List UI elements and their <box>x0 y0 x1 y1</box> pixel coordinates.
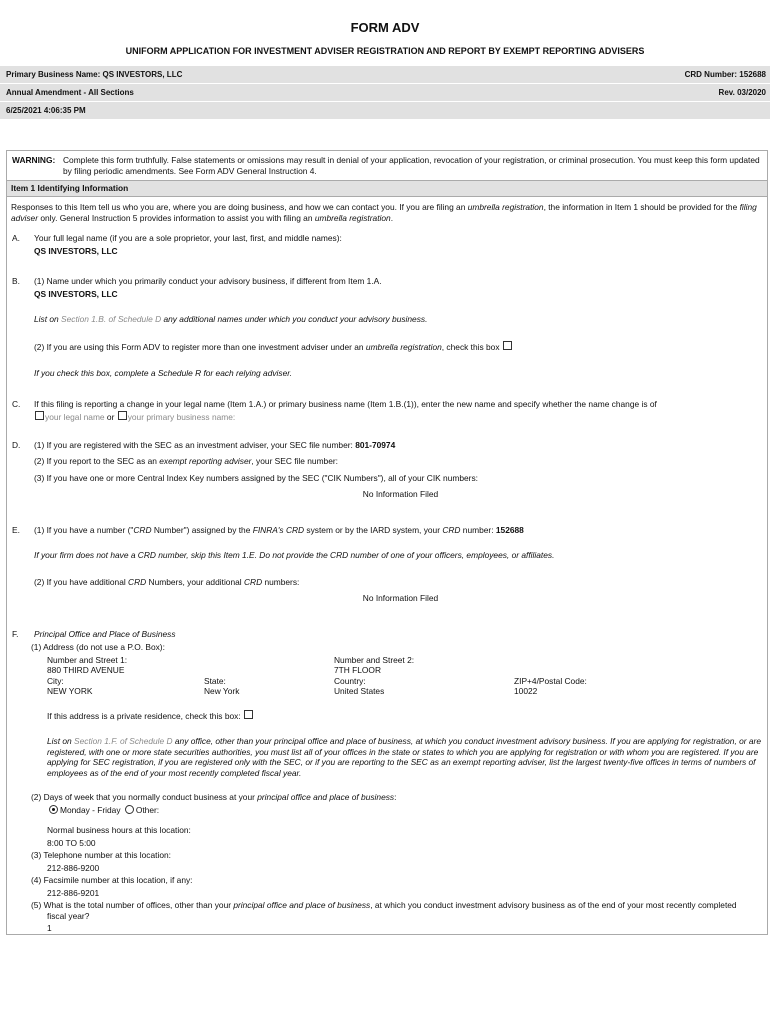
timestamp: 6/25/2021 4:06:35 PM <box>6 105 86 115</box>
street2-value: 7TH FLOOR <box>334 665 381 676</box>
days-question: (2) Days of week that you normally conduct business at your principal office and place of business: <box>31 792 397 803</box>
telephone-question: (3) Telephone number at this location: <box>31 850 171 861</box>
zip-value: 10022 <box>514 686 538 697</box>
private-residence-question: If this address is a private residence, check this box: <box>31 710 767 722</box>
telephone-value: 212-886-9200 <box>47 862 100 873</box>
fax-value: 212-886-9201 <box>47 887 100 898</box>
item1-header: Item 1 Identifying Information <box>7 181 767 197</box>
section-letter: C. <box>12 398 21 409</box>
schedule-d-office-note: List on Section 1.F. of Schedule D any office, other than your principal office and place of business, at which you conduct investment advisory business. If you are applying for registration, or are registered, with one or more state securities authorities, you must list all of your offices in the state or states to which you are applying for registration or with whom you are registered. If you are applying for SEC registration, if you are registered only with the SEC, or if you are reporting to the SEC as an exempt reporting adviser, list the largest twenty-five offices in terms of numbers of employees as of the end of your most recently completed fiscal year. <box>47 736 761 778</box>
form-title: FORM ADV <box>350 20 420 35</box>
legal-name-checkbox[interactable] <box>35 411 44 420</box>
sec-file-number: 801-70974 <box>355 439 396 450</box>
cik-question: (3) If you have one or more Central Index Key numbers assigned by the SEC ("CIK Numbers"), all of your CIK numbers: <box>34 472 478 483</box>
section-letter: B. <box>12 276 20 287</box>
sec-file-question: (1) If you are registered with the SEC as an investment adviser, your SEC file number: 801-70974 <box>34 439 396 450</box>
other-days-label: Other: <box>135 804 160 815</box>
section-letter: D. <box>12 439 21 450</box>
offices-question: (5) What is the total number of offices, other than your principal office and place of business, at which you conduct investment advisory business as of the end of your most recently completed fiscal year? <box>31 900 737 921</box>
section-letter: A. <box>12 233 20 244</box>
country-value: United States <box>334 686 385 697</box>
exempt-file-question: (2) If you report to the SEC as an exempt reporting adviser, your SEC file number: <box>34 456 338 467</box>
revision: Rev. 03/2020 <box>718 87 766 97</box>
amendment-type: Annual Amendment - All Sections <box>6 87 134 97</box>
section-f <box>7 629 767 640</box>
additional-crd-answer: No Information Filed <box>362 593 439 604</box>
monday-friday-label: Monday - Friday <box>60 804 121 815</box>
principal-office-title: Principal Office and Place of Business <box>34 628 176 639</box>
city-value: NEW YORK <box>47 686 93 697</box>
umbrella-question: (2) If you are using this Form ADV to register more than one investment adviser under an umbrella registration, check this box <box>34 341 767 353</box>
additional-crd-question: (2) If you have additional CRD Numbers, your additional CRD numbers: <box>34 576 300 587</box>
street2-label: Number and Street 2: <box>334 654 415 665</box>
umbrella-checkbox[interactable] <box>503 341 512 350</box>
business-name-answer: QS INVESTORS, LLC <box>34 288 118 299</box>
city-label: City: <box>47 675 64 686</box>
country-label: Country: <box>334 675 366 686</box>
legal-name-answer: QS INVESTORS, LLC <box>34 245 118 256</box>
section-e <box>7 525 767 604</box>
warning-box <box>7 151 767 181</box>
monday-friday-radio[interactable] <box>49 805 58 814</box>
private-residence-checkbox[interactable] <box>244 710 253 719</box>
offices-value: 1 <box>47 923 52 934</box>
hours-label: Normal business hours at this location: <box>47 825 191 836</box>
cik-answer: No Information Filed <box>362 489 439 500</box>
street1-value: 880 THIRD AVENUE <box>47 665 125 676</box>
street1-label: Number and Street 1: <box>47 654 128 665</box>
schedule-r-note: If you check this box, complete a Schedule R for each relying adviser. <box>34 368 293 379</box>
business-name-bar <box>0 66 770 84</box>
other-days-radio[interactable] <box>125 805 134 814</box>
form-body <box>6 150 768 935</box>
section-d <box>7 440 767 500</box>
section-letter: F. <box>12 628 19 639</box>
legal-name-question: Your full legal name (if you are a sole proprietor, your last, first, and middle names): <box>34 233 342 244</box>
state-value: New York <box>204 686 240 697</box>
business-name-question: (1) Name under which you primarily conduct your advisory business, if different from Item 1.A. <box>34 276 382 287</box>
form-subtitle: UNIFORM APPLICATION FOR INVESTMENT ADVISER REGISTRATION AND REPORT BY EXEMPT REPORTING ADVISERS <box>125 46 645 56</box>
section-b <box>7 276 767 379</box>
address-grid <box>31 655 767 697</box>
warning-text: Complete this form truthfully. False statements or omissions may result in denial of your application, revocation of your registration, or criminal prosecution. You must keep this form updated by filing periodic amendments. See Form ADV General Instruction 4. <box>63 155 760 176</box>
zip-label: ZIP+4/Postal Code: <box>514 675 587 686</box>
state-label: State: <box>204 675 226 686</box>
section-c: C. If this filing is reporting a change in your legal name (Item 1.A.) or primary business name (Item 1.B.(1)), enter the new name and specify whether the name change is of your legal name or your primary business name: <box>7 399 767 423</box>
crd-number-answer: 152688 <box>495 524 524 535</box>
hours-value: 8:00 TO 5:00 <box>47 837 96 848</box>
schedule-d-1f-link[interactable]: Section 1.F. of Schedule D <box>74 736 173 747</box>
primary-business-name: Primary Business Name: QS INVESTORS, LLC <box>6 69 183 79</box>
address-question: (1) Address (do not use a P.O. Box): <box>31 642 165 653</box>
schedule-d-note: List on Section 1.B. of Schedule D any additional names under which you conduct your advisory business. <box>34 314 428 325</box>
business-name-option: your primary business name: <box>127 412 236 423</box>
fax-question: (4) Facsimile number at this location, if any: <box>31 875 193 886</box>
principal-office-details <box>7 642 767 934</box>
section-a <box>7 233 767 256</box>
item1-intro: Responses to this Item tell us who you are, where you are doing business, and how we can contact you. If you are filing an umbrella registration, the information in Item 1 should be provided for the filing adviser only. General Instruction 5 provides information to assist you with filing an umbrella registration. <box>11 202 757 223</box>
legal-name-option: your legal name <box>45 412 105 423</box>
name-change-question: If this filing is reporting a change in your legal name (Item 1.A.) or primary business name (Item 1.B.(1)), enter the new name and specify whether the name change is of <box>34 398 657 409</box>
crd-note: If your firm does not have a CRD number, skip this Item 1.E. Do not provide the CRD number of one of your officers, employees, or affiliates. <box>34 550 555 561</box>
crd-question: (1) If you have a number ("CRD Number") assigned by the FINRA's CRD system or by the IARD system, your CRD number: 152688 <box>34 524 524 535</box>
warning-label: WARNING: <box>12 155 56 166</box>
business-name-checkbox[interactable] <box>118 411 127 420</box>
schedule-d-link[interactable]: Section 1.B. of Schedule D <box>61 314 162 325</box>
amendment-bar <box>0 84 770 102</box>
timestamp-bar <box>0 102 770 120</box>
section-letter: E. <box>12 524 20 535</box>
days-options <box>31 805 767 816</box>
crd-number: CRD Number: 152688 <box>684 69 766 79</box>
